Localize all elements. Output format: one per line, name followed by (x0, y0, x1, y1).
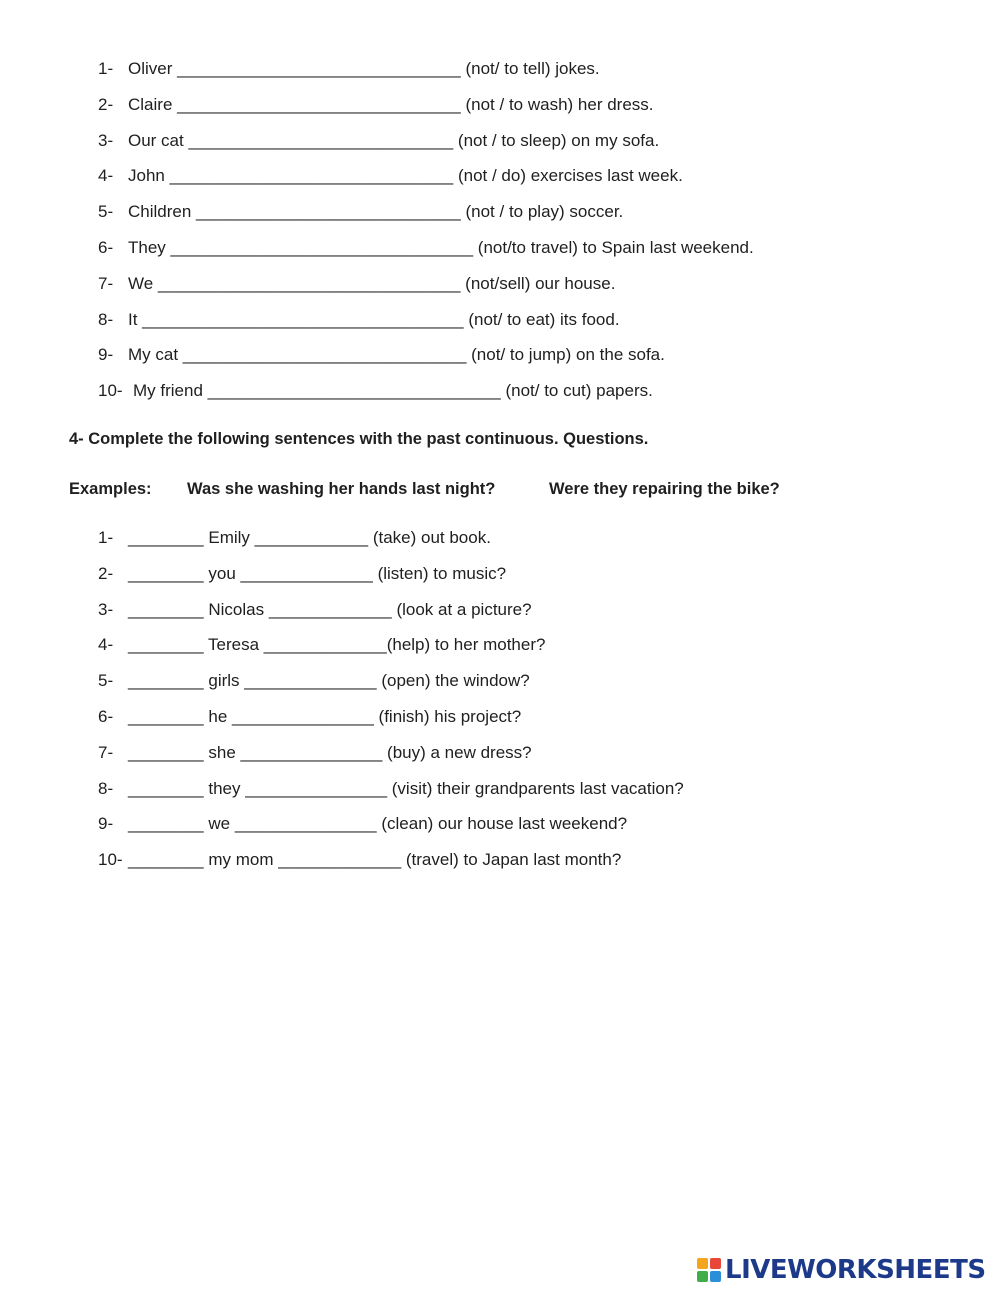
list-item (98, 778, 684, 814)
item-text: ________ Teresa _____________(help) to her mother? (128, 635, 546, 655)
example-question-1: Was she washing her hands last night? (187, 480, 496, 498)
item-text: ________ girls ______________ (open) the window? (128, 671, 530, 691)
example-question-2: Were they repairing the bike? (549, 480, 780, 498)
item-number: 7- (98, 742, 114, 762)
list-item (98, 58, 754, 94)
logo-tile (710, 1271, 721, 1282)
list-item (98, 849, 684, 885)
item-text: Claire ______________________________ (not / to wash) her dress. (128, 94, 654, 114)
logo-tile (697, 1271, 708, 1282)
item-number: 2- (98, 563, 114, 583)
item-number: 7- (98, 273, 114, 293)
list-item (98, 813, 684, 849)
item-number: 9- (98, 814, 114, 834)
item-number: 6- (98, 237, 114, 257)
item-text: My cat ______________________________ (not/ to jump) on the sofa. (128, 345, 665, 365)
logo-tile (710, 1258, 721, 1269)
item-number: 8- (98, 309, 114, 329)
item-text: John ______________________________ (not / do) exercises last week. (128, 166, 683, 186)
item-number: 2- (98, 94, 114, 114)
list-item (98, 599, 684, 635)
liveworksheets-logo (697, 1257, 986, 1283)
item-text: ________ she _______________ (buy) a new dress? (128, 742, 532, 762)
item-text: They ________________________________ (not/to travel) to Spain last weekend. (128, 237, 754, 257)
list-item (98, 380, 754, 416)
item-number: 1- (98, 528, 114, 547)
list-item (98, 634, 684, 670)
list-item (98, 165, 754, 201)
list-item (98, 273, 754, 309)
list-item (98, 527, 684, 563)
logo-text: LIVEWORKSHEETS (725, 1255, 986, 1285)
item-number: 6- (98, 706, 114, 726)
list-item (98, 563, 684, 599)
item-text: Our cat ____________________________ (not / to sleep) on my sofa. (128, 130, 660, 150)
list-item (98, 344, 754, 380)
item-number: 5- (98, 671, 114, 691)
list-item (98, 670, 684, 706)
list-item (98, 742, 684, 778)
item-number: 8- (98, 778, 114, 798)
item-text: Children ____________________________ (not / to play) soccer. (128, 202, 624, 222)
item-text: It __________________________________ (not/ to eat) its food. (128, 309, 620, 329)
item-text: ________ Nicolas _____________ (look at a picture? (128, 599, 532, 619)
item-text: We ________________________________ (not/sell) our house. (128, 273, 616, 293)
logo-icon (697, 1258, 721, 1282)
item-number: 10- (98, 850, 123, 870)
list-item (98, 237, 754, 273)
item-number: 5- (98, 202, 114, 222)
item-text: ________ they _______________ (visit) their grandparents last vacation? (128, 778, 684, 798)
negative-sentences-list (98, 58, 754, 416)
item-number: 1- (98, 59, 114, 78)
item-number: 3- (98, 599, 114, 619)
section-heading: 4- Complete the following sentences with the past continuous. Questions. (69, 430, 649, 448)
examples-label: Examples: (69, 480, 152, 498)
item-text: ________ he _______________ (finish) his project? (128, 706, 522, 726)
item-text: ________ you ______________ (listen) to music? (128, 563, 507, 583)
logo-tile (697, 1258, 708, 1269)
list-item (98, 706, 684, 742)
item-text: Oliver ______________________________ (not/ to tell) jokes. (128, 59, 600, 78)
list-item (98, 309, 754, 345)
list-item (98, 94, 754, 130)
question-sentences-list (98, 527, 684, 885)
item-text: ________ we _______________ (clean) our house last weekend? (128, 814, 628, 834)
item-text: ________ my mom _____________ (travel) to Japan last month? (128, 850, 622, 870)
item-number: 3- (98, 130, 114, 150)
item-number: 4- (98, 166, 114, 186)
item-text: ________ Emily ____________ (take) out book. (128, 528, 491, 547)
item-text: My friend _______________________________ (not/ to cut) papers. (133, 381, 653, 401)
list-item (98, 201, 754, 237)
list-item (98, 130, 754, 166)
item-number: 9- (98, 345, 114, 365)
item-number: 4- (98, 635, 114, 655)
item-number: 10- (98, 381, 123, 401)
